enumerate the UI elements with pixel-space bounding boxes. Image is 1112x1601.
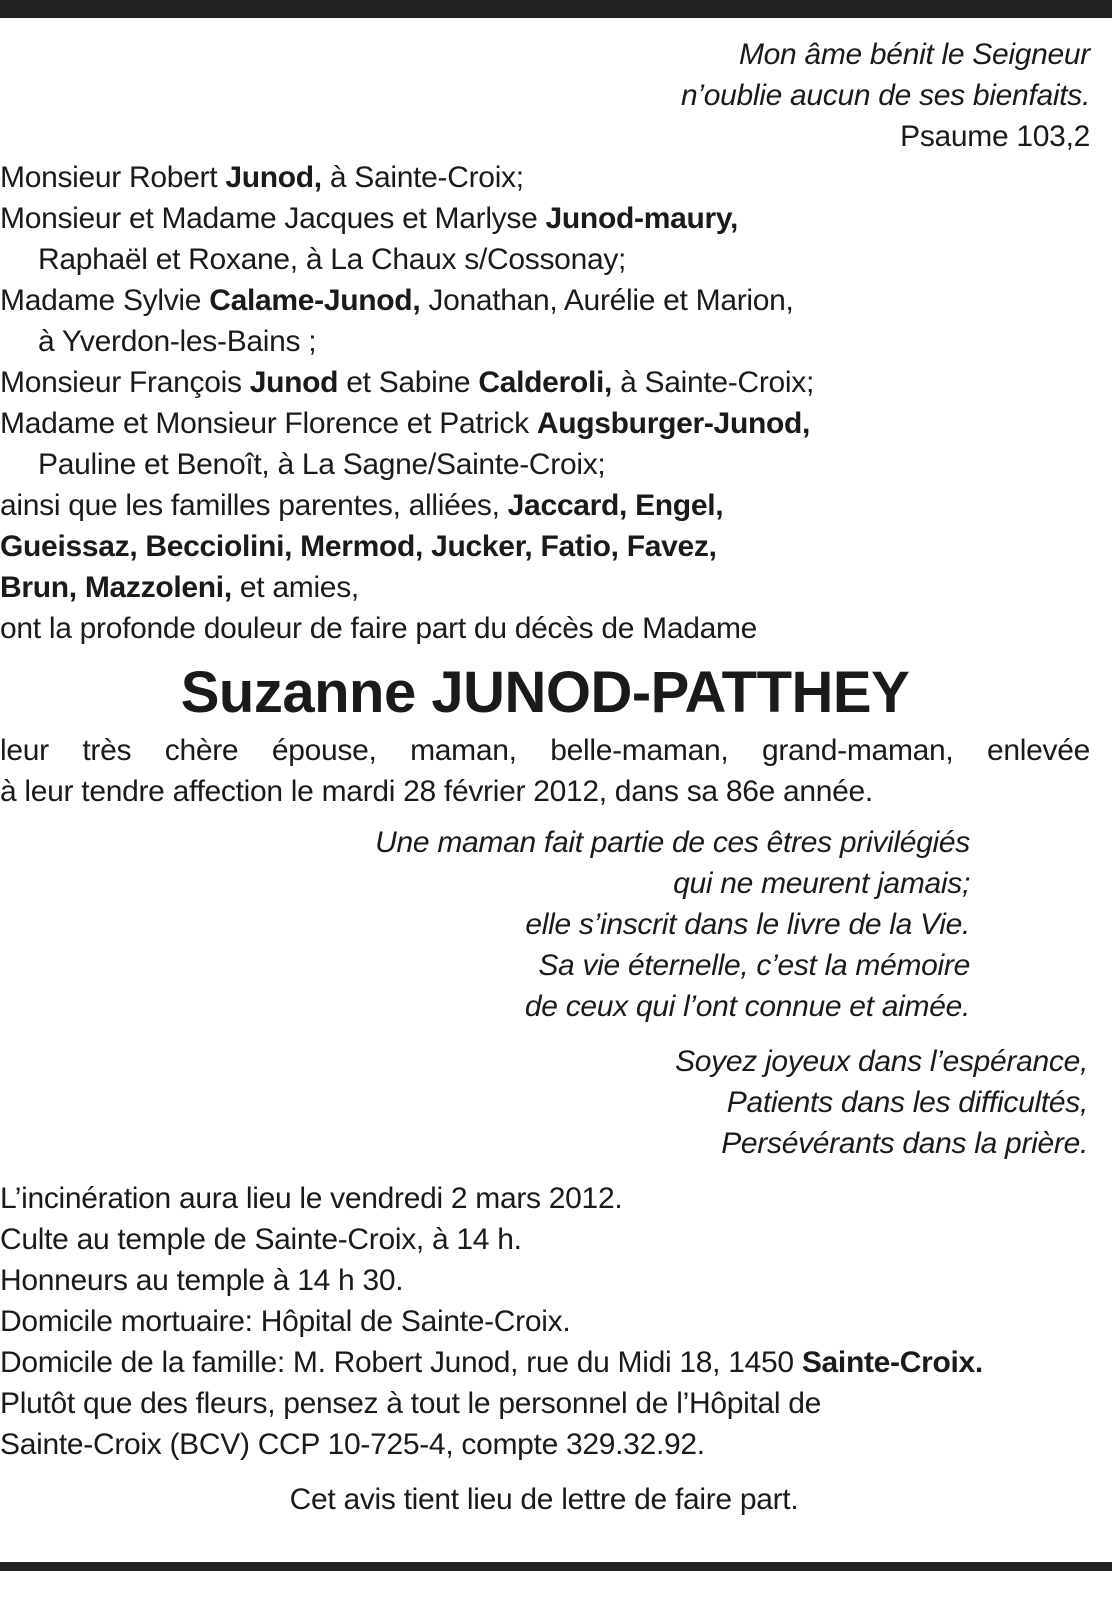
info-line: L’incinération aura lieu le vendredi 2 mars 2012. [0,1182,623,1215]
text: Monsieur François [0,366,250,399]
family-name: Calderoli, [478,366,613,399]
poem-esperance [0,1041,1088,1164]
family-line: Raphaël et Roxane, à La Chaux s/Cossonay; [38,243,627,276]
poem-line: Une maman fait partie de ces êtres privilégiés [375,826,970,859]
poem-line: Sa vie éternelle, c’est la mémoire [538,949,970,982]
poem-line: Patients dans les difficultés, [726,1086,1088,1119]
place-name: Sainte-Croix. [801,1346,983,1379]
poem-line: qui ne meurent jamais; [673,867,970,900]
text: Monsieur et Madame Jacques et Marlyse [0,202,546,235]
family-name: Junod, [225,161,322,194]
family-line: ont la profonde douleur de faire part du décès de Madame [0,612,758,645]
info-line: Plutôt que des fleurs, pensez à tout le personnel de l’Hôpital de [0,1387,822,1420]
ceremony-info [0,1178,1090,1465]
deceased-name: Suzanne JUNOD-PATTHEY [180,660,910,725]
info-line: Sainte-Croix (BCV) CCP 10-725-4, compte 329.32.92. [0,1428,705,1461]
poem-line: elle s’inscrit dans le livre de la Vie. [525,908,970,941]
top-rule [0,0,1112,18]
family-line [0,485,1090,526]
family-line [0,157,1090,198]
info-line [0,1342,1090,1383]
text: et Sabine [338,366,479,399]
family-line [0,403,1090,444]
family-name: Gueissaz, Becciolini, Mermod, Jucker, Fatio, Favez, [0,530,717,563]
family-name: Augsburger-Junod, [536,407,811,440]
family-line: à Yverdon-les-Bains ; [38,325,317,358]
text: Jonathan, Aurélie et Marion, [420,284,794,317]
tribute-line: leur très chère épouse, maman, belle-maman, grand-maman, enlevée [0,734,1090,767]
bottom-rule [0,1562,1112,1571]
family-name: Calame-Junod, [209,284,421,317]
info-line: Culte au temple de Sainte-Croix, à 14 h. [0,1223,522,1256]
tribute [0,730,1090,812]
text: Madame Sylvie [0,284,210,317]
family-name: Junod [249,366,339,399]
family-name: Brun, Mazzoleni, [0,571,232,604]
epigraph-reference: Psaume 103,2 [900,120,1090,153]
family-list [0,157,1090,649]
epigraph-line: Mon âme bénit le Seigneur [738,38,1090,71]
text: et amies, [231,571,359,604]
family-line [0,567,1090,608]
text: ainsi que les familles parentes, alliées, [0,489,508,522]
info-line: Honneurs au temple à 14 h 30. [0,1264,404,1297]
text: Domicile de la famille: M. Robert Junod, rue du Midi 18, 1450 [0,1346,802,1379]
poem-line: Persévérants dans la prière. [721,1127,1088,1160]
poem-line: Soyez joyeux dans l’espérance, [675,1045,1088,1078]
family-name: Junod-maury, [545,202,739,235]
tribute-line: à leur tendre affection le mardi 28 février 2012, dans sa 86e année. [0,775,873,808]
family-line [0,362,1090,403]
epigraph [0,34,1090,157]
closing-note: Cet avis tient lieu de lettre de faire part. [289,1483,799,1516]
text: Madame et Monsieur Florence et Patrick [0,407,537,440]
obituary-notice [0,30,1090,1520]
info-line: Domicile mortuaire: Hôpital de Sainte-Croix. [0,1305,571,1338]
epigraph-line: n’oublie aucun de ses bienfaits. [680,79,1090,112]
text: à Sainte-Croix; [612,366,814,399]
family-line [0,280,1090,321]
text: à Sainte-Croix; [321,161,524,194]
poem-line: de ceux qui l’ont connue et aimée. [524,990,970,1023]
family-name: Jaccard, Engel, [507,489,724,522]
text: Monsieur Robert [0,161,226,194]
family-line [0,198,1090,239]
family-line [0,526,1090,567]
poem-maman [0,822,970,1027]
family-line: Pauline et Benoît, à La Sagne/Sainte-Croix; [38,448,606,481]
